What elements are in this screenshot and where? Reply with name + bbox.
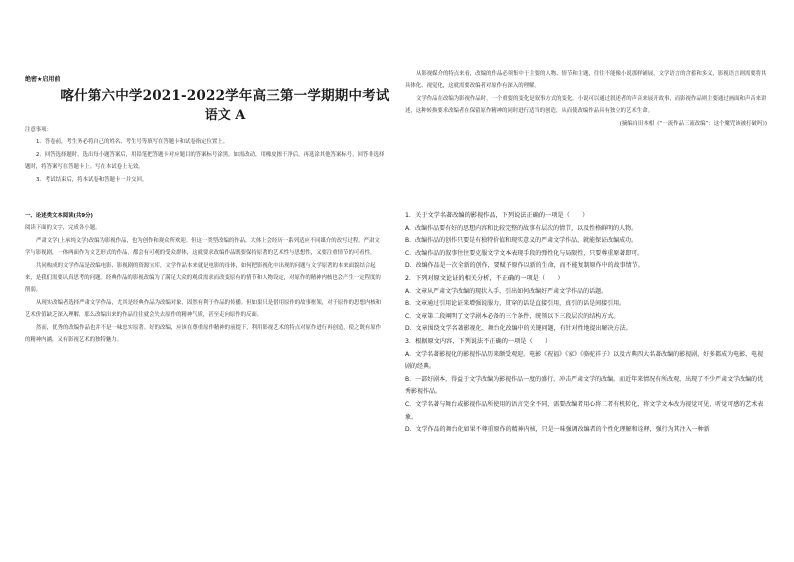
notes-heading: 注意事项： [25,127,52,133]
question-option: B．一部好剧本，得益于文学改编为影视作品一度的盛行，冲击严肃文学的改编。而近年来情况有所改观，出现了不少严肃文学改编的优秀影视作品。 [405,375,764,396]
question-option: C．文学名著与舞台或影视作品所使用的语言完全不同，需要改编者用心将二者有机转化，将文学文本改为视觉可见、听觉可感的艺术表象。 [405,400,764,421]
question-stem: 2．下列对原文论证的相关分析，不正确的一项是（ ） [405,274,564,282]
question-option: B．改编作品的创作只要是有独特价值和现实意义的严肃文学作品，就能保证改编成功。 [405,237,638,245]
right-column-passage [405,68,767,130]
question-option: A．改编作品要有好的思想内容和比较完整的故事有层次的情节，以及性格鲜明的人物。 [405,224,638,232]
passage-paragraph: 然而，优秀的改编作品也并不是一味忠实原著。好的改编，应该在尊重原作精神的前提下，利用影视艺术的特点对原作进行再创造，使之既有原作的精神内涵，又有影视艺术的独特魅力。 [25,324,382,344]
question-option: D．文学作品的舞台化如果不尊重原作的精神内核，只是一味强调改编者的个性化理解和诠释，强行为其注入一种新 [405,426,710,434]
passage-paragraph: 从现实改编者选择严肃文学作品，尤其是经典作品为改编对象，固然有利于作品的传播。但如果只是借用原作的故事框架，对于原作的思想内核和艺术价值缺乏深入理解，那么改编出来的作品往往就会失去原作的精神气质，甚至走向原作的反面。 [25,299,382,319]
passage-paragraph: 文学作品在改编为影视作品时，一个重要的变化是叙事方式的变化。小说可以通过叙述者的声音来展开故事，而影视作品则主要通过画面和声音来讲述，这种转换要求改编者在保留原作精神的同时进行适当的创造，从而使改编作品具有独立的艺术生命。 [405,95,767,115]
passage-paragraph: 共同构成的文学作品是改编电影、影视剧的资源宝库，文学作品本来就是电影的母体，如何把影视化中出现的问题与文学原著的本来面貌结合起来，是我们需要认真思考的问题。经典作品的影视改编为了满足大众的观赏需求而改变原有的情节和人物设定，对原作的精神内核也会产生一定程度的削弱。 [25,262,381,294]
question-stem: 3．根据原文内容，下列说法不正确的一项是（ ） [405,337,552,345]
question-stem: 1．关于文学名著改编的影视作品，下列说法正确的一项是（ ） [405,212,589,219]
notes-item: 2．回答选择题时，选出每小题答案后，用铅笔把答题卡对应题目的答案标号涂黑。如需改动，用橡皮擦干净后，再选涂其他答案标号。回答非选择题时，将答案写在答题卡上。写在本试卷上无效。 [25,151,385,171]
exam-title: 喀什第六中学2021-2022学年高三第一学期期中考试 [60,88,390,104]
questions-area [405,210,767,437]
section-instruction: 阅读下面的文字，完成各小题。 [25,225,101,232]
section-reading [25,210,385,346]
secret-label: 绝密★启用前 [25,76,61,83]
passage-paragraph: 从影视媒介的特点来看，改编的作品必须集中于主要的人物、情节和主题，往往不能像小说那样铺展。文学语言的含蓄和多义，影视语言则需要将其具体化、视觉化，这就需要改编者对原作有深入的理解。 [405,71,767,90]
question-option: A．文章从严肃文学改编的现状入手，引出如何改编好严肃文学作品的话题。 [405,287,608,295]
question-option: D．文章围绕文学名著影视化、舞台化改编中的关键问题，有针对性地提出解决方法。 [405,325,632,333]
exam-subtitle: 语文 A [204,108,246,123]
passage-source: (摘编自田本相《“一流作品三流改编”：这个魔咒该被打破吗》) [619,120,767,127]
question-option: C．改编作品的叙事往往要克服文学文本表现手段的弹性化与局限性，只要尊重原著即可。 [405,249,644,257]
question-option: C．文章第二段阐明了文学剧本必备的三个条件，统领以下三段层次的结构方式。 [405,312,620,320]
notes-section [25,124,385,186]
question-option: A．文学名著影视化的影视作品历来颇受观迎。电影《祝福》《家》《骆驼祥子》以及古典四大名著改编的影视剧，好多都成为电影、电视剧的经典。 [405,350,764,371]
passage-paragraph: 严肃文学(上承纯文学)改编为影视作品，也为创作和观众所欢迎。但这一类型改编的作品，大体上会经历一系列适应不同媒介的改写过程。严肃文学与影视剧，一体两面作为文艺形式的作品，都会有可观的受众群体，这就要求改编作品既要保持原著的艺术性与思想性，又要注重情节的可看性。 [25,237,380,257]
question-option: B．文章通过引用论证来增强说服力，贯穿的话是直接引用，真引的话是间接引用。 [405,300,626,308]
question-option: D．改编作品是一次全新的创作，要赋予原作以新的生命，而不能复制原作中的故事情节。 [405,262,644,270]
notes-item: 1．答卷前，考生务必将自己的姓名、考生号等填写在答题卡和试卷指定位置上。 [36,139,229,146]
section-heading: 一、论述类文本阅读(共9分) [25,213,93,219]
notes-item: 3．考试结束后，将本试卷和答题卡一并交回。 [36,176,148,183]
